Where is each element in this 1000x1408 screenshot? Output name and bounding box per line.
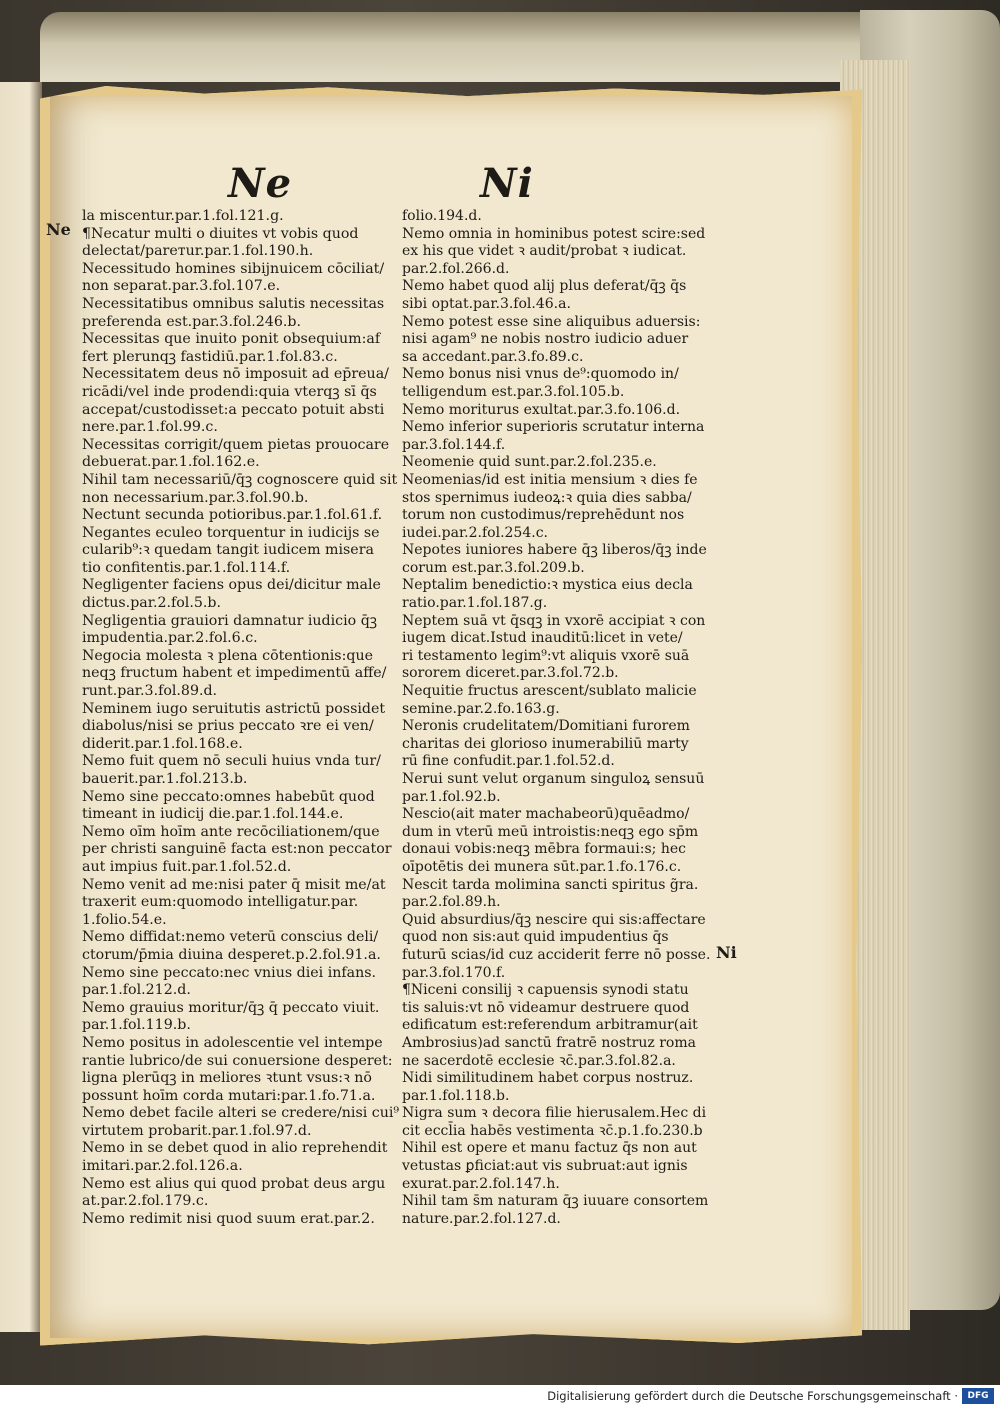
text-line: sororem diceret.par.3.fol.72.b. — [402, 665, 619, 682]
text-line: stos spernimus iudeoꝝ:ꝛ quia dies sabba/ — [402, 489, 692, 506]
text-line: iugem dicat.Istud inauditū:licet in vete/ — [402, 630, 683, 647]
text-line: ratio.par.1.fol.187.g. — [402, 595, 548, 612]
text-line: la miscentur.par.1.fol.121.g. — [82, 208, 284, 224]
left-text-column — [82, 208, 399, 1228]
text-line: Nemo fuit quem nō seculi huius vnda tur/ — [82, 753, 381, 770]
text-line: exurat.par.2.fol.147.h. — [402, 1175, 560, 1192]
text-line: Neptalim benedictio:ꝛ mystica eius decla — [402, 577, 693, 594]
text-line: par.1.fol.119.b. — [82, 1017, 191, 1034]
text-line: diabolus/nisi se prius peccato ꝛre ei ven/ — [82, 718, 374, 735]
text-line: iudei.par.2.fol.254.c. — [402, 524, 549, 541]
text-line: ¶Necatur multi o diuites vt vobis quod — [82, 225, 359, 242]
text-line: Nectunt secunda potioribus.par.1.fol.61.f. — [82, 507, 383, 524]
text-line: Nemo potest esse sine aliquibus aduersis: — [402, 313, 701, 330]
text-line: quod non sis:aut quid impudentius q̄s — [402, 929, 669, 946]
text-line: Negocia molesta ꝛ plena cōtentionis:que — [82, 647, 373, 664]
text-line: Necessitas que inuito ponit obsequium:af — [82, 331, 381, 348]
text-line: ri testamento legim⁹:vt aliquis vxorē suā — [402, 647, 690, 664]
margin-mark-left: Ne — [46, 220, 71, 239]
text-line: ctorum/p̄mia diuina desperet.p.2.fol.91.a. — [82, 946, 381, 963]
text-line: Nemo moriturus exultat.par.3.fo.106.d. — [402, 401, 681, 418]
footer-bar — [0, 1385, 1000, 1408]
text-line: nisi agam⁹ ne nobis nostro iudicio aduer — [402, 331, 689, 348]
text-line: par.3.fol.144.f. — [402, 436, 506, 453]
text-line: par.3.fol.170.f. — [402, 964, 506, 981]
text-line: imitari.par.2.fol.126.a. — [82, 1158, 243, 1175]
text-line: oīpotētis dei munera sūt.par.1.fo.176.c. — [402, 858, 682, 875]
text-line: par.2.fol.89.h. — [402, 894, 501, 911]
text-line: par.2.fol.266.d. — [402, 260, 510, 277]
text-line: Nemo positus in adolescentie vel intempe — [82, 1034, 383, 1051]
text-line: Nemo grauius moritur/q̄ꝫ q̄ peccato viuit. — [82, 999, 380, 1016]
text-line: nature.par.2.fol.127.d. — [402, 1210, 561, 1227]
text-line: dictus.par.2.fol.5.b. — [82, 595, 221, 612]
text-line: Nihil tam s̄m naturam q̄ꝫ iuuare consortem — [402, 1193, 709, 1210]
text-line: ne sacerdotē ecclesie ꝛc̄.par.3.fol.82.a. — [402, 1052, 676, 1069]
text-line: Nihil est opere et manu factuz q̄s non aut — [402, 1140, 697, 1157]
text-line: ¶Niceni consilij ꝛ capuensis synodi statu — [402, 982, 689, 999]
text-line: Necessitatibus omnibus salutis necessitas — [82, 295, 385, 312]
text-line: at.par.2.fol.179.c. — [82, 1193, 209, 1210]
text-line: Quid absurdius/q̄ꝫ nescire qui sis:affectare — [402, 911, 706, 928]
text-line: folio.194.d. — [402, 208, 482, 224]
text-line: rū fine confudit.par.1.fol.52.d. — [402, 753, 615, 770]
margin-mark-right: Ni — [716, 943, 737, 962]
text-line: Nigra sum ꝛ decora filie hierusalem.Hec di — [402, 1105, 707, 1122]
text-line: Necessitas corrigit/quem pietas prouocare — [82, 436, 390, 453]
text-line: non necessarium.par.3.fol.90.b. — [82, 489, 309, 506]
text-line: Nescit tarda molimina sancti spiritus g̃ra. — [402, 876, 699, 893]
text-line: Nescio(ait mater machabeorū)quēadmo/ — [402, 806, 690, 823]
text-line: delectat/pareтur.par.1.fol.190.h. — [82, 243, 314, 260]
text-line: timeant in iudicij die.par.1.fol.144.e. — [82, 806, 344, 823]
text-line: possunt hoīm corda mutari:par.1.fo.71.a. — [82, 1087, 376, 1104]
text-line: aut impius fuit.par.1.fol.52.d. — [82, 858, 292, 875]
text-line: Neptem suā vt q̄sqꝫ in vxorē accipiat ꝛ con — [402, 612, 706, 629]
text-line: donaui vobis:neqꝫ mēbra formaui:s; hec — [402, 841, 687, 858]
text-line: Nemo inferior superioris scrutatur interna — [402, 419, 705, 436]
text-line: Necessitudo homines sibijnuicem cōciliat/ — [82, 260, 385, 277]
footer-credit: Digitalisierung gefördert durch die Deutsche Forschungsgemeinschaft · — [547, 1389, 958, 1403]
text-line: cularib⁹:ꝛ quedam tangit iudicem misera — [82, 542, 374, 559]
text-line: debuerat.par.1.fol.162.e. — [82, 454, 260, 471]
text-line: par.1.fol.212.d. — [82, 982, 191, 999]
dfg-logo: DFG — [962, 1388, 994, 1404]
text-line: sa accedant.par.3.fo.89.c. — [402, 348, 584, 365]
text-line: Nemo sine peccato:nec vnius diei infans. — [82, 964, 377, 981]
text-line: Nemo sine peccato:omnes habebūt quod — [82, 788, 375, 805]
text-line: Neomenie quid sunt.par.2.fol.235.e. — [402, 454, 657, 471]
text-line: vetustas ꝑficiat:aut vis subruat:aut ignis — [402, 1158, 688, 1175]
text-line: Negantes eculeo torquentur in iudicijs se — [82, 524, 380, 541]
text-line: edificatum est:referendum arbitramur(ait — [402, 1017, 698, 1034]
book-top-edge — [40, 12, 940, 82]
heading-right: Ni — [480, 160, 534, 207]
text-line: Neminem iugo seruitutis astrictū possidet — [82, 700, 386, 717]
text-line: Neronis crudelitatem/Domitiani furorem — [402, 718, 690, 735]
text-line: preferenda est.par.3.fol.246.b. — [82, 313, 301, 330]
text-line: fert plerunqꝫ fastidiū.par.1.fol.83.c. — [82, 348, 338, 365]
text-line: Nihil tam necessariū/q̄ꝫ cognoscere quid sit — [82, 471, 398, 488]
text-line: cit eccl̄ia habēs vestimenta ꝛc̄.p.1.fo.230.b — [402, 1122, 703, 1139]
text-line: charitas dei glorioso inumerabiliū marty — [402, 735, 689, 752]
text-line: 1.folio.54.e. — [82, 911, 167, 928]
text-line: par.1.fol.92.b. — [402, 788, 501, 805]
text-line: ligna plerūqꝫ in meliores ꝛtunt vsus:ꝛ nō — [82, 1070, 372, 1087]
text-line: Nemo in se debet quod in alio reprehendit — [82, 1140, 388, 1157]
text-line: Nemo omnia in hominibus potest scire:sed — [402, 225, 706, 242]
text-line: rantie lubrico/de sui conuersione desperet: — [82, 1052, 393, 1069]
right-text-column — [402, 208, 710, 1228]
text-line: accepat/custodisset:a peccato potuit absti — [82, 401, 385, 418]
text-line: bauerit.par.1.fol.213.b. — [82, 771, 248, 787]
text-line: tio confitentis.par.1.fol.114.f. — [82, 559, 291, 576]
text-line: per christi sanguinē facta est:non peccator — [82, 841, 392, 858]
left-page-sliver — [0, 82, 42, 1332]
text-line: corum est.par.3.fol.209.b. — [402, 559, 585, 576]
text-line: Necessitatem deus nō imposuit ad ep̄reua/ — [82, 366, 389, 383]
text-line: neqꝫ fructum habent et impedimentū affe/ — [82, 665, 387, 682]
text-line: telligendum est.par.3.fol.105.b. — [402, 383, 625, 400]
text-line: Nepotes iuniores habere q̄ꝫ liberos/q̄ꝫ inde — [402, 542, 707, 559]
text-line: sibi optat.par.3.fol.46.a. — [402, 295, 571, 312]
text-line: Nemo habet quod alij plus deferat/q̄ꝫ q̄s — [402, 278, 687, 295]
text-line: diderit.par.1.fol.168.e. — [82, 735, 243, 752]
text-line: Nidi similitudinem habet corpus nostruz. — [402, 1070, 694, 1087]
text-line: Nequitie fructus arescent/sublato malicie — [402, 683, 697, 700]
text-line: Nemo oīm hoīm ante recōciliationem/que — [82, 823, 380, 840]
text-line: nere.par.1.fol.99.c. — [82, 419, 218, 436]
text-line: traxerit eum:quomodo intelligatur.par. — [82, 894, 359, 911]
text-line: ex his que videt ꝛ audit/probat ꝛ iudicat. — [402, 243, 687, 260]
text-line: Negligenter faciens opus dei/dicitur male — [82, 577, 381, 594]
text-line: Nemo venit ad me:nisi pater q̄ misit me/at — [82, 876, 386, 893]
text-line: Nemo diffidat:nemo veterū conscius deli/ — [82, 929, 379, 946]
text-line: Nemo est alius qui quod probat deus argu — [82, 1175, 386, 1192]
heading-left: Ne — [228, 160, 293, 207]
text-line: virtutem probarit.par.1.fol.97.d. — [82, 1122, 312, 1139]
text-line: Nemo redimit nisi quod suum erat.par.2. — [82, 1210, 375, 1227]
text-line: futurū scias/id cuz acciderit ferre nō posse. — [402, 946, 711, 963]
text-line: runt.par.3.fol.89.d. — [82, 683, 218, 700]
text-line: Nemo bonus nisi vnus de⁹:quomodo in/ — [402, 366, 679, 383]
text-line: Ambrosius)ad sanctū fratrē nostruz roma — [402, 1034, 696, 1051]
text-line: tis saluis:vt nō videamur destruere quod — [402, 999, 690, 1016]
text-line: semine.par.2.fo.163.g. — [402, 700, 560, 717]
text-line: Nerui sunt velut organum singuloꝝ sensuū — [402, 771, 705, 787]
text-line: torum non custodimus/reprehēdunt nos — [402, 507, 685, 524]
text-line: ricādi/vel inde prodendi:quia vterqꝫ sī q̄s — [82, 383, 377, 400]
text-line: Negligentia grauiori damnatur iudicio q̄ꝫ — [82, 612, 378, 629]
text-line: non separat.par.3.fol.107.e. — [82, 278, 281, 295]
text-line: par.1.fol.118.b. — [402, 1087, 510, 1104]
text-line: impudentia.par.2.fol.6.c. — [82, 630, 258, 647]
text-line: Nemo debet facile alteri se credere/nisi cui⁹ — [82, 1105, 400, 1122]
text-line: dum in vterū meū introistis:neqꝫ ego sp̄m — [402, 823, 699, 840]
text-line: Neomenias/id est initia mensium ꝛ dies fe — [402, 471, 698, 488]
